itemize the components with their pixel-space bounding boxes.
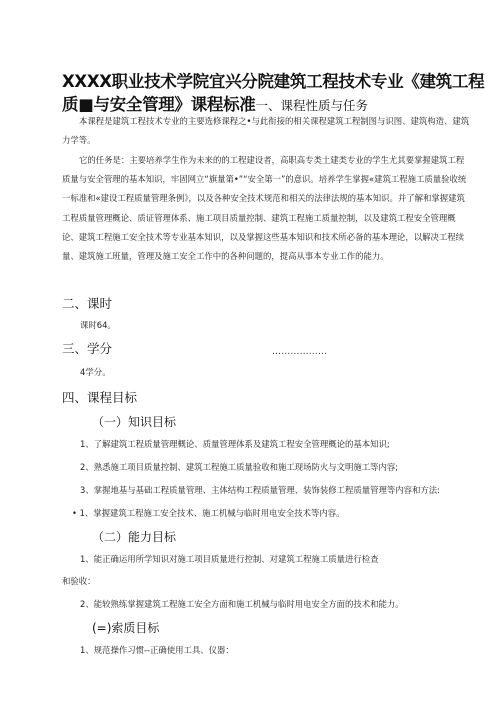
- credits-text: 4学分。: [80, 367, 111, 377]
- ability-item-2: 2、能较熟练掌握建筑工程施工安全方面和施工机械与临时用电安全方面的技术和能力。: [80, 599, 404, 609]
- ability-item-1-continued: 和验收：: [62, 576, 96, 586]
- title-main: XXXX职业技术学院宜兴分院建筑工程技术专业《建筑工程质■与安全管理》课程标准: [62, 72, 485, 114]
- knowledge-item-1: 1、了解建筑工程质量管理概论、质量管理体系及建筑工程安全管理概论的基本知识;: [80, 439, 390, 449]
- intro-paragraph-1: 本课程是建筑工程技术专业的主要选修课程之•与此衔接的相关课程建筑工程制图与识图、建筑构造、建筑力学等。: [62, 116, 470, 146]
- knowledge-item-3: 3、掌握地基与基础工程质量管理、主体结构工程质量管理、装饰装修工程质量管理等内容和方法:: [80, 485, 440, 495]
- document-title: [62, 70, 492, 117]
- heading-quality-goals: (=)索质目标: [92, 621, 160, 635]
- section-heading-goals: 四、课程目标: [62, 390, 138, 405]
- credits-dots: ………………: [272, 347, 328, 357]
- section-heading-hours: 二、课时: [62, 296, 113, 311]
- section-heading-nature: 一、课程性质与任务: [255, 98, 369, 113]
- knowledge-item-2: 2、熟悉施工项目质量控制、建筑工程施工质量验收和施工现场防火与文明施工等内容;: [80, 462, 399, 472]
- quality-item-1: 1、规范操作习惯--正确使用工具、仪器：: [80, 645, 234, 655]
- section-heading-credits: 三、学分: [62, 341, 113, 356]
- heading-ability-goals: （二）能力目标: [92, 530, 177, 544]
- hours-text: 课时64。: [80, 320, 116, 330]
- knowledge-item-4: • 1、掌握建筑工程施工安全技术、施工机械与临时用电安全技术等内容。: [72, 508, 345, 518]
- heading-knowledge-goals: （一）知识目标: [92, 415, 177, 429]
- ability-item-1: 1、能正确运用所学知识对施工项目质量进行控制、对建筑工程施工质量进行检查: [80, 554, 379, 564]
- intro-paragraph-2: 它的任务是：主要培养学生作为未来的的工程建设者，高职高专类土建类专业的学生尤其要掌握建筑工程质量与安全管理的基本知识，牢固网立“旗量第•”“安全第一”的意识。培养学生掌握«建筑工程施工质量验收统一标准和«建设工程质量管理条例》，以及各种安全技术规范和相关的法律法规的基本知识。并了解和掌握建筑工程质量管理概论、质证管理体系、施工项目质量控制、建筑工程施工质量控制，以及建筑工程安全管理概论、建筑工程施工安全技术等专业基本知识，以及掌握这些基本知识和技术所必备的基本理论，以解决工程续量、建筑施工班量，管理及施工安全工作中的各种问题的，提高从事本专业工作的能力。: [62, 155, 467, 262]
